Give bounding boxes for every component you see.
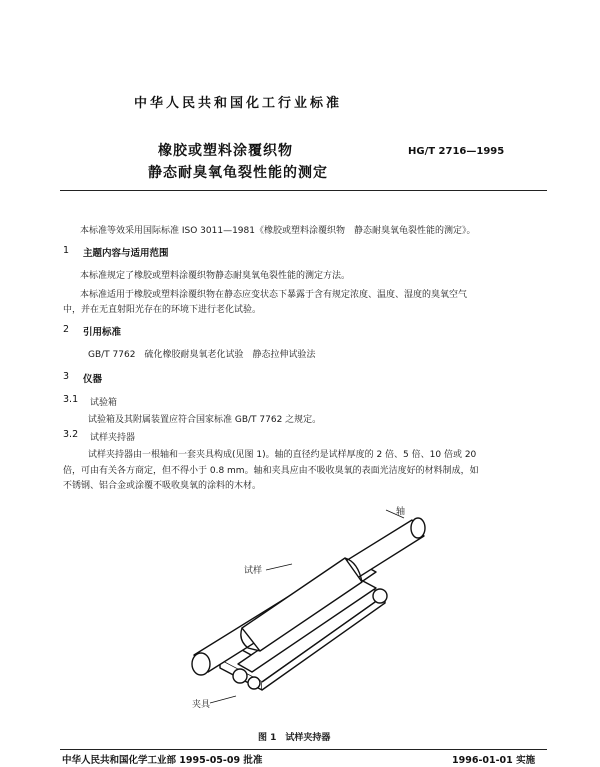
leader-clamp bbox=[210, 696, 236, 703]
section-1-number: 1 bbox=[63, 245, 70, 256]
section-3-title: 仪器 bbox=[83, 374, 103, 385]
clamp-knob-right bbox=[373, 589, 387, 603]
section-3-2-line-1: 试样夹持器由一根轴和一套夹具构成(见图 1)。轴的直径约是试样厚度的 2 倍、5 倍、10 倍或 20 bbox=[88, 450, 477, 460]
section-3-2-title: 试样夹持器 bbox=[90, 433, 136, 443]
section-1-paragraph-1: 本标准规定了橡胶或塑料涂覆织物静态耐臭氧龟裂性能的测定方法。 bbox=[80, 271, 351, 281]
standard-number: HG/T 2716—1995 bbox=[408, 146, 505, 157]
section-1-title: 主题内容与适用范围 bbox=[83, 248, 169, 259]
section-3-1-text: 试验箱及其附属装置应符合国家标准 GB/T 7762 之规定。 bbox=[88, 415, 322, 425]
section-3-2-line-3: 不锈钢、铝合金或涂覆不吸收臭氧的涂料的木材。 bbox=[63, 481, 262, 491]
section-3-number: 3 bbox=[63, 371, 70, 382]
section-3-1-title: 试验箱 bbox=[90, 398, 118, 408]
section-2-number: 2 bbox=[63, 324, 70, 335]
title-line-2: 静态耐臭氧龟裂性能的测定 bbox=[148, 165, 328, 181]
figure-label-specimen: 试样 bbox=[244, 566, 263, 576]
shaft-end-back bbox=[411, 518, 425, 538]
section-2-title: 引用标准 bbox=[83, 327, 122, 338]
footer-rule bbox=[60, 749, 547, 750]
section-3-2-line-2: 倍，可由有关各方商定，但不得小于 0.8 mm。轴和夹具应由不吸收臭氧的表面光洁度好的材料制成，如 bbox=[63, 466, 479, 476]
intro-paragraph: 本标准等效采用国际标准 ISO 3011—1981《橡胶或塑料涂覆织物 静态耐臭氧龟裂性能的测定》。 bbox=[80, 226, 476, 236]
section-2-reference: GB/T 7762 硫化橡胶耐臭氧老化试验 静态拉伸试验法 bbox=[88, 350, 316, 360]
section-3-2-number: 3.2 bbox=[63, 429, 79, 440]
header-rule bbox=[60, 190, 547, 191]
approval-note: 中华人民共和国化学工业部 1995-05-09 批准 bbox=[62, 755, 263, 766]
implementation-date: 1996-01-01 实施 bbox=[452, 755, 536, 766]
specimen-holder-figure bbox=[180, 500, 440, 725]
section-1-paragraph-2-line-1: 本标准适用于橡胶或塑料涂覆织物在静态应变状态下暴露于含有规定浓度、温度、湿度的臭氧空气 bbox=[80, 290, 468, 300]
section-1-paragraph-2-line-2: 中，并在无直射阳光存在的环境下进行老化试验。 bbox=[63, 305, 262, 315]
shaft-end-front bbox=[192, 653, 210, 675]
title-line-1: 橡胶或塑料涂覆织物 bbox=[158, 143, 293, 159]
leader-specimen bbox=[266, 564, 292, 570]
figure-label-clamp: 夹具 bbox=[192, 700, 211, 710]
organization-header: 中华人民共和国化工行业标准 bbox=[134, 96, 343, 111]
figure-label-shaft: 轴 bbox=[396, 507, 406, 517]
section-3-1-number: 3.1 bbox=[63, 394, 79, 405]
figure-caption: 图 1 试样夹持器 bbox=[258, 733, 331, 743]
clamp-knob-front-2 bbox=[248, 677, 260, 689]
clamp-knob-front-1 bbox=[233, 669, 247, 683]
